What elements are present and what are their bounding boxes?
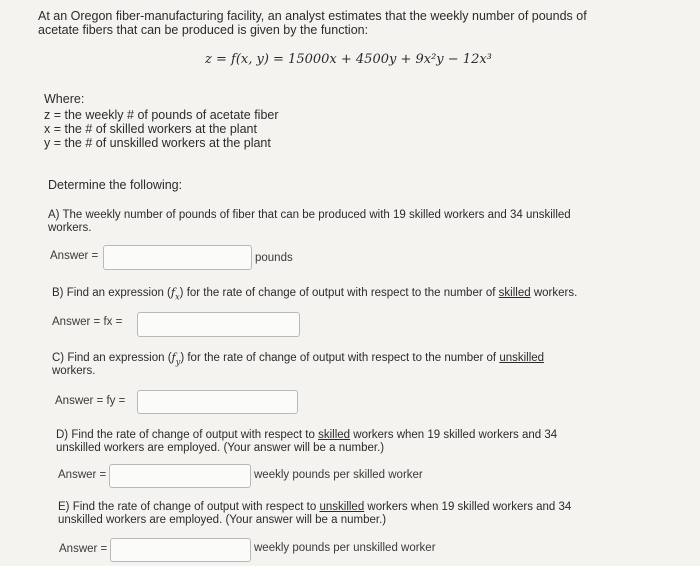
where-heading: Where: bbox=[44, 92, 85, 106]
part-e-unit: weekly pounds per unskilled worker bbox=[254, 542, 436, 554]
part-d-unit: weekly pounds per skilled worker bbox=[254, 469, 423, 481]
part-a-question-line-1: A) The weekly number of pounds of fiber that can be produced with 19 skilled workers and 34 unskilled bbox=[48, 209, 571, 221]
part-b-answer-label: Answer = fx = bbox=[52, 316, 123, 328]
where-x-definition: x = the # of skilled workers at the plant bbox=[44, 122, 257, 136]
where-z-definition: z = the weekly # of pounds of acetate fiber bbox=[44, 108, 279, 122]
part-a-answer-input[interactable] bbox=[103, 245, 252, 270]
part-c-question-line-1: C) Find an expression $(f_y)$ for the rate of change of output with respect to the number of unskilled bbox=[52, 350, 545, 367]
part-d-answer-input[interactable] bbox=[109, 464, 251, 488]
production-formula: z = f(x, y) = 15000x + 4500y + 9x²y − 12x³ bbox=[205, 52, 492, 67]
part-e-answer-input[interactable] bbox=[110, 538, 251, 562]
part-c-answer-label: Answer = fy = bbox=[55, 395, 126, 407]
part-b-question: B) Find an expression $(f_x)$ for the rate of change of output with respect to the number of skilled workers. bbox=[52, 285, 578, 302]
part-e-question-line-2: unskilled workers are employed. (Your answer will be a number.) bbox=[58, 514, 387, 526]
part-a-answer-label: Answer = bbox=[50, 250, 99, 262]
where-y-definition: y = the # of unskilled workers at the plant bbox=[44, 136, 271, 150]
intro-line-2: acetate fibers that can be produced is given by the function: bbox=[38, 23, 369, 37]
part-e-question-line-1: E) Find the rate of change of output with respect to unskilled workers when 19 skilled workers and 34 bbox=[58, 501, 572, 513]
part-a-question-line-2: workers. bbox=[48, 222, 92, 234]
part-c-answer-input[interactable] bbox=[137, 390, 298, 414]
intro-line-1: At an Oregon fiber-manufacturing facility, an analyst estimates that the weekly number of pounds of bbox=[38, 9, 587, 23]
part-a-unit: pounds bbox=[255, 252, 293, 264]
part-b-answer-input[interactable] bbox=[137, 312, 300, 337]
part-d-question-line-1: D) Find the rate of change of output with respect to skilled workers when 19 skilled workers and 34 bbox=[56, 429, 558, 441]
part-d-answer-label: Answer = bbox=[58, 469, 107, 481]
determine-heading: Determine the following: bbox=[48, 178, 183, 192]
part-e-answer-label: Answer = bbox=[59, 543, 108, 555]
part-c-question-line-2: workers. bbox=[52, 365, 96, 377]
part-d-question-line-2: unskilled workers are employed. (Your answer will be a number.) bbox=[56, 442, 385, 454]
